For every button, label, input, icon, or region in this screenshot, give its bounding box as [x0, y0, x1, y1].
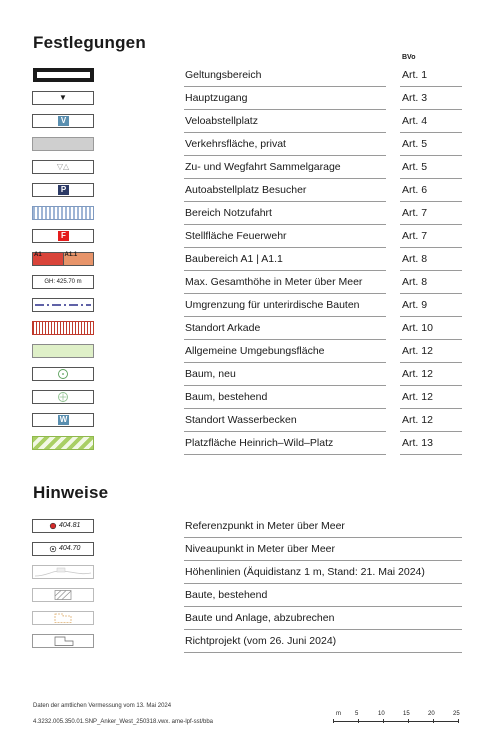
legend-row-feuerwehr [0, 225, 500, 248]
legend-label: Höhenlinien (Äquidistanz 1 m, Stand: 21. Mai 2024) [185, 566, 425, 578]
zone-a1-label: A1 [34, 252, 42, 258]
legend-ref: Art. 8 [402, 276, 428, 288]
legend-label: Platzfläche Heinrich–Wild–Platz [185, 437, 334, 449]
level-point-value: 404.70 [59, 545, 81, 552]
hinweise-title: Hinweise [33, 483, 109, 502]
max-height-symbol [32, 275, 94, 289]
tree-existing-icon [33, 391, 93, 403]
existing-tree-symbol [32, 390, 94, 404]
guideline-project-icon [33, 635, 93, 647]
festlegungen-title: Festlegungen [33, 33, 146, 52]
legend-row-baubereich [0, 248, 500, 271]
existing-building-symbol [32, 588, 94, 602]
max-height-value: GH: 425.70 m [44, 279, 82, 285]
legend-row-arkade [0, 317, 500, 340]
legend-label: Allgemeine Umgebungsfläche [185, 345, 325, 357]
in-out-arrows-icon: ▽△ [56, 162, 70, 171]
square-area-symbol [32, 436, 94, 450]
legend-row-baum-bestehend [0, 386, 500, 409]
legend-label: Baum, bestehend [185, 391, 268, 403]
legend-label: Bereich Notzufahrt [185, 207, 272, 219]
zone-a11-label: A1.1 [64, 252, 78, 258]
legend-row-umgebungsflaeche [0, 340, 500, 363]
new-tree-symbol [32, 367, 94, 381]
legend-label: Baum, neu [185, 368, 236, 380]
scale-unit: m [336, 711, 341, 717]
scale-tick-label: 25 [453, 711, 460, 717]
fire-brigade-area-symbol [32, 229, 94, 243]
legend-row-platzflaeche [0, 432, 500, 455]
reference-point-symbol [32, 519, 94, 533]
legend-row-veloabstellplatz [0, 110, 500, 133]
reference-point-icon [48, 520, 58, 532]
emergency-access-symbol [32, 206, 94, 220]
private-traffic-area-symbol [32, 137, 94, 151]
legend-ref: Art. 12 [402, 414, 433, 426]
legend-label: Verkehrsfläche, privat [185, 138, 286, 150]
legend-label: Referenzpunkt in Meter über Meer [185, 520, 345, 532]
hint-row-referenzpunkt [0, 515, 500, 538]
legend-row-wasserbecken [0, 409, 500, 432]
legend-row-notzufahrt [0, 202, 500, 225]
tree-new-icon [33, 368, 93, 380]
legend-label: Veloabstellplatz [185, 115, 258, 127]
legend-label: Standort Arkade [185, 322, 261, 334]
legend-ref: Art. 10 [402, 322, 433, 334]
legend-label: Richtprojekt (vom 26. Juni 2024) [185, 635, 337, 647]
legend-label: Baubereich A1 | A1.1 [185, 253, 283, 265]
perimeter-symbol [33, 68, 94, 82]
demolition-symbol [32, 611, 94, 625]
legend-ref: Art. 3 [402, 92, 428, 104]
legend-ref: Art. 5 [402, 161, 428, 173]
existing-building-icon [33, 589, 93, 601]
legend-row-verkehrsflaeche [0, 133, 500, 156]
triangle-down-icon: ▼ [59, 93, 67, 102]
survey-date-note: Daten der amtlichen Vermessung vom 13. Mai 2024 [33, 703, 172, 709]
hint-row-baute-bestehend [0, 584, 500, 607]
scale-tick-label: 10 [378, 711, 385, 717]
legend-row-baum-neu [0, 363, 500, 386]
level-point-icon [48, 543, 58, 555]
hint-row-niveaupunkt [0, 538, 500, 561]
legend-label: Standort Wasserbecken [185, 414, 297, 426]
legend-ref: Art. 7 [402, 207, 428, 219]
zone-a11-swatch [63, 253, 94, 265]
bike-parking-icon: V [58, 116, 69, 126]
underground-boundary-symbol [32, 298, 94, 312]
parking-icon: P [58, 185, 69, 195]
scale-tick-label: 5 [355, 711, 359, 717]
legend-ref: Art. 12 [402, 391, 433, 403]
legend-row-unterirdisch [0, 294, 500, 317]
legend-label: Max. Gesamthöhe in Meter über Meer [185, 276, 363, 288]
legend-label: Niveaupunkt in Meter über Meer [185, 543, 335, 555]
scale-bar [333, 708, 463, 728]
reference-point-value: 404.81 [59, 522, 81, 529]
legend-ref: Art. 6 [402, 184, 428, 196]
legend-label: Baute und Anlage, abzubrechen [185, 612, 335, 624]
scale-line [333, 721, 459, 722]
demolition-icon [33, 612, 93, 624]
contour-lines-symbol [32, 565, 94, 579]
legend-ref: Art. 4 [402, 115, 428, 127]
legend-ref: Art. 7 [402, 230, 428, 242]
legend-label: Baute, bestehend [185, 589, 268, 601]
file-reference: 4.3232.005.350.01.SNP_Anker_West_250318.vwx. ame-lpf-sst/bba [33, 719, 213, 725]
contour-icon [33, 566, 93, 578]
water-icon: W [59, 415, 68, 424]
hint-row-abbruch [0, 607, 500, 630]
legend-label: Hauptzugang [185, 92, 248, 104]
water-basin-symbol [32, 413, 94, 427]
legend-row-hauptzugang [0, 87, 500, 110]
legend-row-geltungsbereich [0, 64, 500, 87]
building-zone-symbol [32, 252, 94, 266]
bike-parking-symbol [32, 114, 94, 128]
scale-tick-label: 20 [428, 711, 435, 717]
legend-ref: Art. 8 [402, 253, 428, 265]
legend-label: Autoabstellplatz Besucher [185, 184, 307, 196]
legend-ref: Art. 12 [402, 345, 433, 357]
scale-tick-label: 15 [403, 711, 410, 717]
fire-icon: F [58, 231, 69, 241]
hint-row-richtprojekt [0, 630, 500, 653]
bvo-column-header: BVo [402, 54, 416, 61]
legend-row-sammelgarage [0, 156, 500, 179]
legend-ref: Art. 12 [402, 368, 433, 380]
legend-ref: Art. 5 [402, 138, 428, 150]
legend-ref: Art. 9 [402, 299, 428, 311]
garage-access-symbol [32, 160, 94, 174]
legend-row-autoabstellplatz [0, 179, 500, 202]
legend-label: Geltungsbereich [185, 69, 262, 81]
legend-ref: Art. 1 [402, 69, 428, 81]
legend-row-gesamthoehe [0, 271, 500, 294]
legend-label: Stellfläche Feuerwehr [185, 230, 287, 242]
legend-ref: Art. 13 [402, 437, 433, 449]
visitor-parking-symbol [32, 183, 94, 197]
hint-row-hoehenlinien [0, 561, 500, 584]
surroundings-area-symbol [32, 344, 94, 358]
level-point-symbol [32, 542, 94, 556]
legend-label: Umgrenzung für unterirdische Bauten [185, 299, 360, 311]
guideline-project-symbol [32, 634, 94, 648]
arcade-symbol [32, 321, 94, 335]
zone-a1-swatch [33, 253, 63, 265]
legend-label: Zu- und Wegfahrt Sammelgarage [185, 161, 341, 173]
main-entrance-symbol [32, 91, 94, 105]
